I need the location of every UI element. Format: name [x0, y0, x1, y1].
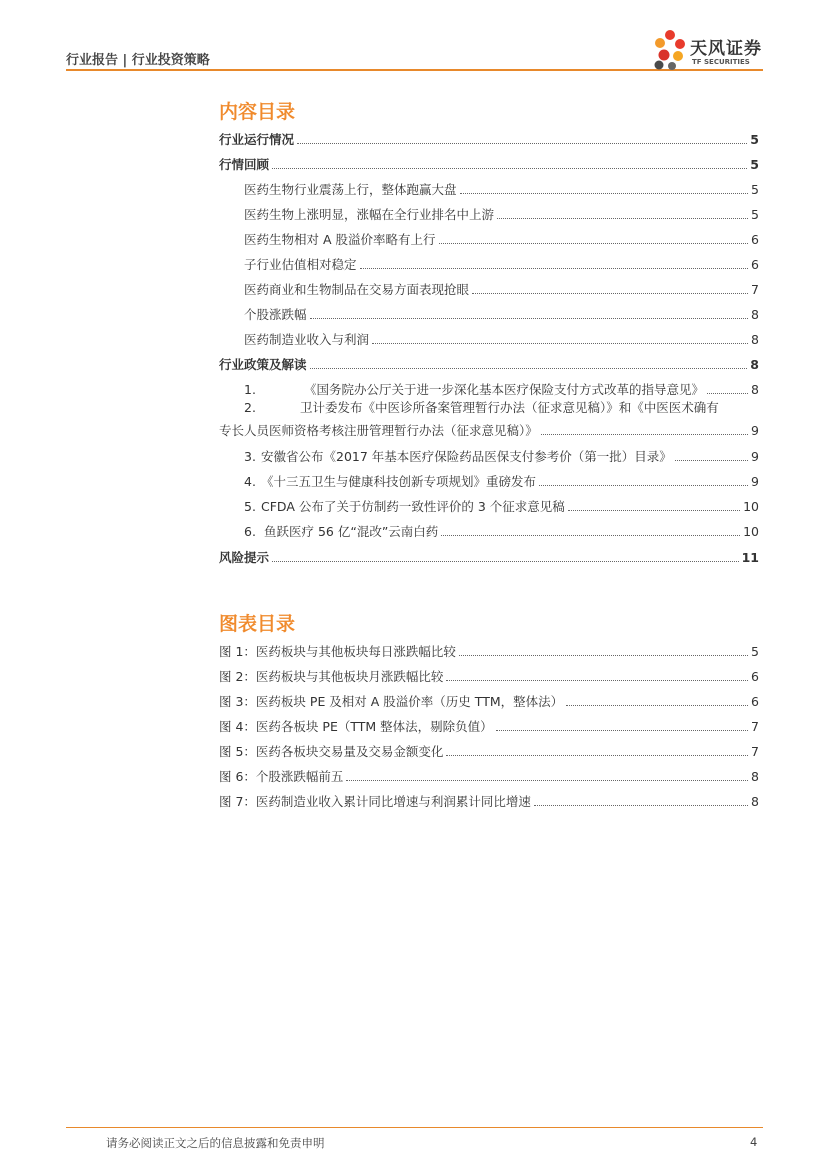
toc-entry[interactable]: 行情回顾 5	[219, 157, 759, 172]
toc-entry[interactable]: 6. 鱼跃医疗 56 亿“混改”云南白药 10	[244, 524, 759, 539]
toc-entry[interactable]: 医药制造业收入与利润 8	[244, 332, 759, 347]
toc-title: 内容目录	[219, 101, 296, 123]
figure-entry[interactable]: 图 7：医药制造业收入累计同比增速与利润累计同比增速 8	[219, 794, 759, 809]
toc-entry[interactable]: 医药生物相对 A 股溢价率略有上行 6	[244, 232, 759, 247]
figure-list-title: 图表目录	[219, 613, 296, 635]
page-number: 4	[750, 1135, 758, 1149]
tf-logo-icon	[650, 28, 690, 72]
toc-entry[interactable]: 行业政策及解读 8	[219, 357, 759, 372]
figure-entry[interactable]: 图 1：医药板块与其他板块每日涨跌幅比较 5	[219, 644, 759, 659]
figure-entry[interactable]: 图 4：医药各板块 PE（TTM 整体法，剔除负值） 7	[219, 719, 759, 734]
figure-entry[interactable]: 图 5：医药各板块交易量及交易金额变化 7	[219, 744, 759, 759]
toc-entry[interactable]: 医药生物上涨明显，涨幅在全行业排名中上游 5	[244, 207, 759, 222]
toc-entry[interactable]: 风险提示 11	[219, 550, 759, 565]
figure-entry[interactable]: 图 6：个股涨跌幅前五 8	[219, 769, 759, 784]
logo-text-en: TF SECURITIES	[692, 58, 750, 66]
toc-entry[interactable]: 2. 卫计委发布《中医诊所备案管理暂行办法（征求意见稿）》和《中医医术确有	[244, 400, 719, 415]
toc-entry[interactable]: 医药商业和生物制品在交易方面表现抢眼 7	[244, 282, 759, 297]
footer-rule	[66, 1127, 763, 1128]
toc-entry[interactable]: 5. CFDA 公布了关于仿制药一致性评价的 3 个征求意见稿 10	[244, 499, 759, 514]
toc-entry[interactable]: 子行业估值相对稳定 6	[244, 257, 759, 272]
footer-disclaimer: 请务必阅读正文之后的信息披露和免责申明	[106, 1136, 325, 1150]
tf-securities-logo	[650, 28, 765, 72]
toc-entry[interactable]: 1. 《国务院办公厅关于进一步深化基本医疗保险支付方式改革的指导意见》 8	[244, 382, 759, 397]
toc-entry[interactable]: 医药生物行业震荡上行，整体跑赢大盘 5	[244, 182, 759, 197]
toc-entry[interactable]: 行业运行情况 5	[219, 132, 759, 147]
logo-text-cn: 天风证券	[690, 39, 762, 59]
toc-entry[interactable]: 个股涨跌幅 8	[244, 307, 759, 322]
toc-entry-continued[interactable]: 专长人员医师资格考核注册管理暂行办法（征求意见稿）》 9	[219, 423, 759, 438]
header-report-type: 行业报告 | 行业投资策略	[66, 53, 210, 68]
toc-entry[interactable]: 3. 安徽省公布《2017 年基本医疗保险药品医保支付参考价（第一批）目录》 9	[244, 449, 759, 464]
toc-entry[interactable]: 4. 《十三五卫生与健康科技创新专项规划》重磅发布 9	[244, 474, 759, 489]
figure-entry[interactable]: 图 3：医药板块 PE 及相对 A 股溢价率（历史 TTM，整体法） 6	[219, 694, 759, 709]
figure-entry[interactable]: 图 2：医药板块与其他板块月涨跌幅比较 6	[219, 669, 759, 684]
